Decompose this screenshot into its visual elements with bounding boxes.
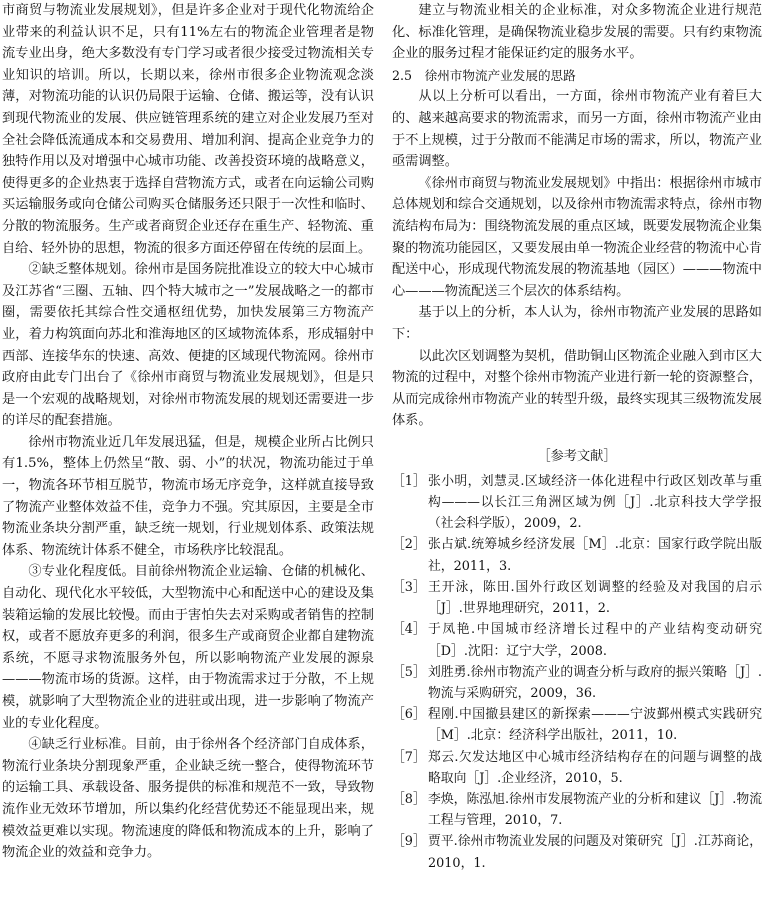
reference-number: ［1］ — [392, 473, 426, 489]
body-paragraph: ③专业化程度低。目前徐州物流企业运输、仓储的机械化、自动化、现代化水平较低，大型物流中心和配送中心的建设及集装箱运输的发展比较慢。而由于害怕失去对采购或者销售的控制权，或者不愿放弃更多的利润，很多生产或商贸企业都自建物流系统，不愿寻求物流服务外包，所以影响物流产业发展的源泉———物流市场的货源。这样，由于物流需求过于分散，不上规模，就影响了大型物流企业的进驻或出现，进一步影响了物流产业的专业化程度。 — [2, 564, 374, 731]
reference-number: ［3］ — [392, 579, 426, 595]
reference-text: 李焕，陈泓旭.徐州市发展物流产业的分析和建议［J］.物流工程与管理，2010，7. — [428, 791, 762, 829]
references-section — [392, 446, 762, 874]
right-column — [392, 0, 762, 874]
body-paragraph: 建立与物流业相关的企业标准，对众多物流企业进行规范化、标准化管理，是确保物流业稳步发展的需要。只有约束物流企业的服务过程才能保证约定的服务水平。 — [392, 3, 762, 62]
reference-item — [392, 789, 762, 831]
reference-number: ［8］ — [392, 791, 426, 807]
reference-text: 于凤艳.中国城市经济增长过程中的产业结构变动研究［D］.沈阳：辽宁大学，2008. — [428, 622, 762, 659]
reference-number: ［5］ — [392, 664, 426, 680]
body-paragraph: 市商贸与物流业发展规划》，但是许多企业对于现代化物流给企业带来的利益认识不足，只有11%左右的物流企业管理者是物流专业出身，绝大多数没有专门学习或者很少接受过物流相关专业知识的培训。所以，长期以来，徐州市很多企业物流观念淡薄，对物流功能的认识仍局限于运输、仓储、搬运等，没有认识到现代物流业的发展、供应链管理系统的建立对企业发展乃至对全社会降低流通成本和交易费用、增加利润、提高企业竞争力的独特作用以及对增强中心城市功能、改善投资环境的战略意义，使得更多的企业热衷于选择自营物流方式，或者在向运输公司购买运输服务或向仓储公司购买仓储服务还只限于一次性和临时、分散的物流服务。生产或者商贸企业还存在重生产、轻物流、重自给、轻外协的思想，物流的很多方面还停留在传统的层面上。 — [2, 3, 374, 256]
left-column — [2, 0, 374, 864]
body-paragraph: ④缺乏行业标准。目前，由于徐州各个经济部门自成体系，物流行业条块分割现象严重，企业缺乏统一整合，使得物流环节的运输工具、承载设备、服务提供的标准和规范不一致，导致物流作业无效环节增加，所以集约化经营优势还不能显现出来，规模效益更难以实现。物流速度的降低和物流成本的上升，影响了物流企业的效益和竞争力。 — [2, 737, 374, 861]
reference-item — [392, 619, 762, 661]
reference-item — [392, 662, 762, 704]
body-paragraph: 从以上分析可以看出，一方面，徐州市物流产业有着巨大的、越来越高要求的物流需求，而另一方面，徐州市物流产业由于不上规模，过于分散而不能满足市场的需求，所以，物流产业亟需调整。 — [392, 89, 762, 170]
reference-text: 郑云.欠发达地区中心城市经济结构存在的问题与调整的战略取向［J］.企业经济，2010，5. — [428, 749, 762, 786]
reference-item — [392, 471, 762, 535]
body-paragraph: 基于以上的分析，本人认为，徐州市物流产业发展的思路如下： — [392, 305, 762, 342]
reference-number: ［9］ — [392, 834, 426, 850]
reference-item — [392, 704, 762, 746]
body-paragraph: ②缺乏整体规划。徐州市是国务院批准设立的较大中心城市及江苏省“三圈、五轴、四个特大城市之一”发展战略之一的都市圈，需要依托其综合性交通枢纽优势，加快发展第三方物流产业，着力构筑面向苏北和淮海地区的区域物流体系，形成辐射中西部、连接华东的快速、高效、便捷的区域现代物流网。徐州市政府由此专门出台了《徐州市商贸与物流业发展规划》，但是只是一个宏观的战略规划，对徐州市物流发展的规划还需要进一步的详尽的配套措施。 — [2, 262, 374, 429]
references-title: ［参考文献］ — [537, 448, 617, 464]
reference-text: 张占斌.统筹城乡经济发展［M］.北京：国家行政学院出版社，2011，3. — [428, 537, 762, 574]
reference-item — [392, 577, 762, 619]
body-paragraph: 《徐州市商贸与物流业发展规划》中指出：根据徐州市城市总体规划和综合交通规划，以及徐州市物流需求特点，徐州市物流结构布局为：围绕物流发展的重点区域，既要发展物流企业集聚的物流功能园区，又要发展由单一物流企业经营的物流中心肯配送中心，形成现代物流发展的物流基地（园区）———物流中心———物流配送三个层次的体系结构。 — [392, 175, 762, 299]
reference-item — [392, 831, 762, 873]
reference-text: 贾平.徐州市物流业发展的问题及对策研究［J］.江苏商论，2010，1. — [428, 834, 762, 871]
section-heading: 2.5 徐州市物流产业发展的思路 — [392, 67, 576, 83]
reference-number: ［7］ — [392, 749, 426, 765]
reference-number: ［6］ — [392, 707, 426, 723]
reference-text: 刘胜勇.徐州市物流产业的调查分析与政府的振兴策略［J］.物流与采购研究，2009，36. — [428, 664, 762, 701]
reference-text: 张小明，刘慧灵.区域经济一体化进程中行政区划改革与重构———以长江三角洲区域为例［J］.北京科技大学学报（社会科学版），2009，2. — [428, 473, 762, 532]
reference-item — [392, 747, 762, 789]
reference-number: ［2］ — [392, 537, 426, 553]
reference-number: ［4］ — [392, 622, 426, 638]
reference-item — [392, 534, 762, 576]
reference-text: 程刚.中国撤县建区的新探索———宁波鄞州模式实践研究［M］.北京：经济科学出版社，2011，10. — [428, 707, 762, 744]
body-paragraph: 以此次区划调整为契机，借助铜山区物流企业融入到市区大物流的过程中，对整个徐州市物流产业进行新一轮的资源整合，从而完成徐州市物流产业的转型升级，最终实现其三级物流发展体系。 — [392, 348, 762, 429]
reference-text: 王开泳，陈田.国外行政区划调整的经验及对我国的启示［J］.世界地理研究，2011，2. — [428, 579, 762, 617]
body-paragraph: 徐州市物流业近几年发展迅猛，但是，规模企业所占比例只有1.5%，整体上仍然呈“散、弱、小”的状况，物流功能过于单一，物流各环节相互脱节，物流市场无序竞争，这样就直接导致了物流产业整体效益不佳，竞争力不强。究其原因，主要是全市物流业条块分割严重，缺乏统一规划，行业规划体系、政策法规体系、物流统计体系不健全，市场秩序比较混乱。 — [2, 434, 374, 558]
